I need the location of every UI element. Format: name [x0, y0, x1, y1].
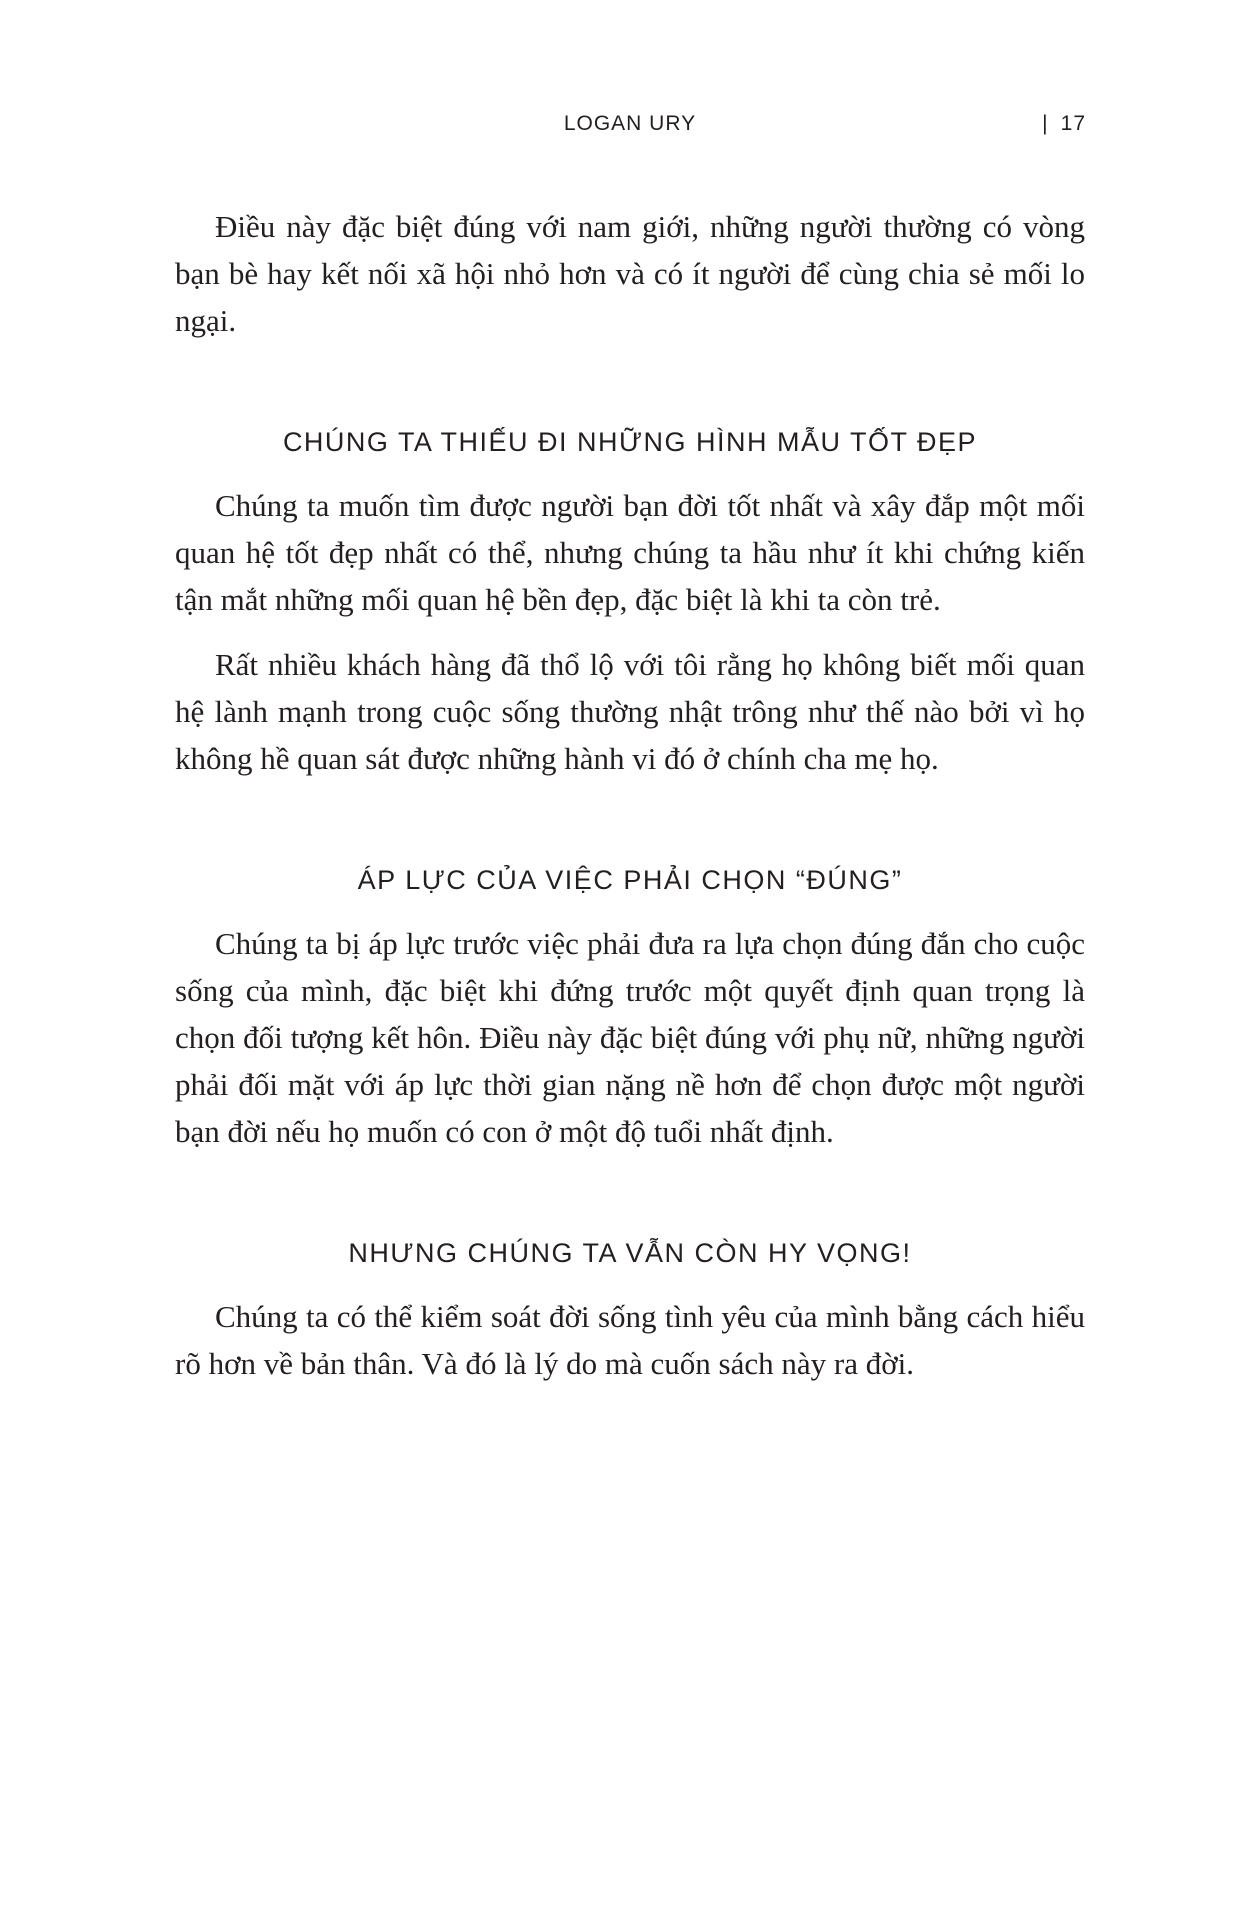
page-folio [1042, 112, 1086, 136]
section-heading: NHƯNG CHÚNG TA VẪN CÒN HY VỌNG! [348, 1238, 912, 1268]
section-heading: CHÚNG TA THIẾU ĐI NHỮNG HÌNH MẪU TỐT ĐẸP [282, 427, 978, 457]
body-paragraph: Rất nhiều khách hàng đã thổ lộ với tôi rằng họ không biết mối quan hệ lành mạnh trong cuộc sống thường nhật trông như thế nào bởi vì họ không hề quan sát được những hành vi đó ở chính cha mẹ họ. [175, 647, 1085, 776]
section-heading: ÁP LỰC CỦA VIỆC PHẢI CHỌN “ĐÚNG” [357, 865, 903, 895]
page-number: 17 [1060, 112, 1086, 135]
section-pressure [175, 862, 1085, 1155]
section-role-models [175, 424, 1085, 782]
body-paragraph: Chúng ta có thể kiểm soát đời sống tình yêu của mình bằng cách hiểu rõ hơn về bản thân. Và đó là lý do mà cuốn sách này ra đời. [175, 1299, 1085, 1381]
opening-paragraph: Điều này đặc biệt đúng với nam giới, những người thường có vòng bạn bè hay kết nối xã hội nhỏ hơn và có ít người để cùng chia sẻ mối lo ngại. [175, 209, 1085, 338]
folio-separator: | [1042, 112, 1049, 135]
page-body [175, 203, 1085, 1405]
section-hope [175, 1235, 1085, 1387]
running-head [0, 112, 1260, 142]
body-paragraph: Chúng ta muốn tìm được người bạn đời tốt nhất và xây đắp một mối quan hệ tốt đẹp nhất có thể, nhưng chúng ta hầu như ít khi chứng kiến tận mắt những mối quan hệ bền đẹp, đặc biệt là khi ta còn trẻ. [175, 488, 1085, 617]
running-head-author: LOGAN URY [563, 112, 697, 135]
body-paragraph: Chúng ta bị áp lực trước việc phải đưa ra lựa chọn đúng đắn cho cuộc sống của mình, đặc biệt khi đứng trước một quyết định quan trọng là chọn đối tượng kết hôn. Điều này đặc biệt đúng với phụ nữ, những người phải đối mặt với áp lực thời gian nặng nề hơn để chọn được một người bạn đời nếu họ muốn có con ở một độ tuổi nhất định. [175, 926, 1085, 1149]
